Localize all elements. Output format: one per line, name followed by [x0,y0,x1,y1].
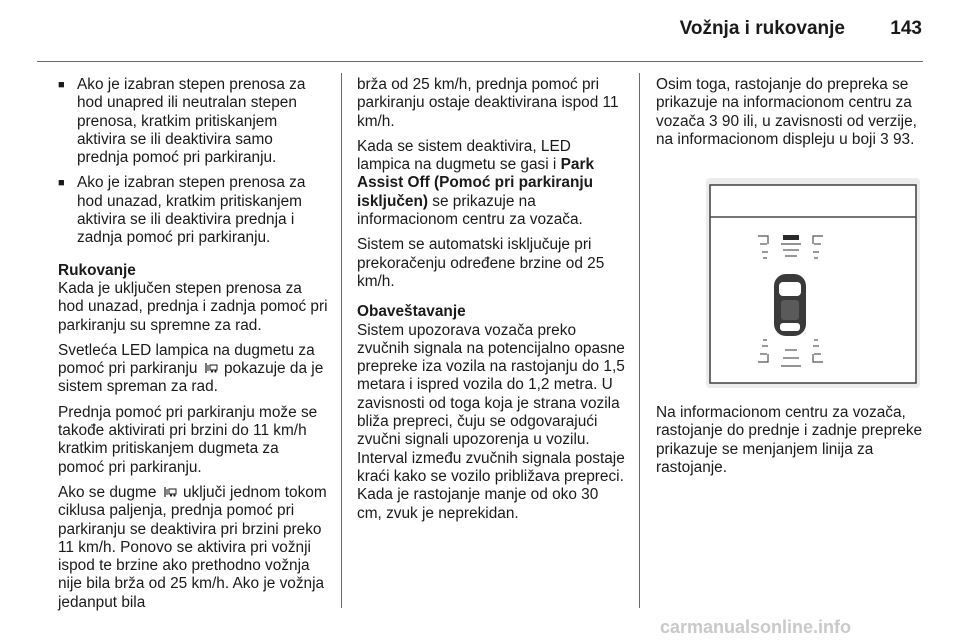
running-header-title: Vožnja i rukovanje [679,18,845,39]
paragraph: Sistem se automatski isključuje pri prekoračenju određene brzine od 25 km/h. [357,236,605,290]
watermark: carmanualsonline.info [660,617,852,637]
paragraph: Prednja pomoć pri parkiranju može se takođe aktivirati pri brzini do 11 km/h kratkim pritiskanjem dugmeta za pomoć pri parkiranju. [58,403,318,476]
page-number: 143 [890,18,922,39]
page-reference-arrow-icon: 3 [880,130,889,148]
section-heading: Obaveštavanje [357,303,466,321]
paragraph-text: uključi jednom tokom ciklusa paljenja, prednja pomoć pri parkiranju se deaktivira pri brzini preko 11 km/h. Ponovo se aktivira pri vožnji ispod te brzine ako prethodno vožnja nije bila brža od 25 km/h. Ako je vožnja jedanput bila [58,483,327,611]
bullet-item [58,174,328,247]
page-reference-arrow-icon: 3 [709,112,718,130]
bullet-marker-icon: ■ [58,177,65,190]
text-column-2 [357,76,627,530]
paragraph [58,342,328,397]
paragraph [357,138,627,229]
page-reference: 90 [721,112,740,130]
paragraph-text: se prikazuje na informacionom centru za vozača. [357,192,583,229]
bullet-text: Ako je izabran stepen prenosa za hod unazad, kratkim pritiskanjem aktivira se ili deaktivira prednja i zadnja pomoć pri parkiranju. [77,174,306,247]
paragraph-text: Ako se dugme [58,483,157,501]
park-assist-icon [163,486,177,498]
column-divider [341,73,342,608]
section-heading: Rukovanje [58,261,136,279]
paragraph [656,76,928,149]
display-message: Park Assist Off (Pomoć pri parkiranju isključen) [357,156,594,210]
text-column-1 [58,76,328,619]
paragraph: Kada je uključen stepen prenosa za hod unazad, prednja i zadnja pomoć pri parkiranju su spremne za rad. [58,279,328,334]
car-top-view-icon [706,178,920,388]
park-assist-icon [204,362,218,374]
header-divider [37,61,923,62]
paragraph [58,484,328,612]
paragraph: Sistem upozorava vozača preko zvučnih signala na potencijalno opasne prepreke iza vozila na rastojanju do 1,5 metara i ispred vozila do 1,2 metra. U zavisnosti od toga koja je strana vozila bliža prepreci, čuju se odgovarajući zvučni signali upozorenja u vozilu. Interval između zvučnih signala postaje kraći kako se vozilo približava prepreci. Kada je rastojanje manje od oko 30 cm, zvuk je neprekidan. [357,321,625,522]
text-column-3 [656,76,928,156]
column-divider [639,73,640,608]
paragraph-text: Svetleća LED lampica na dugmetu za pomoć pri parkiranju [58,341,315,378]
paragraph-text: pokazuje da je sistem spreman za rad. [58,360,324,396]
paragraph: brža od 25 km/h, prednja pomoć pri parkiranju ostaje deaktivirana ispod 11 km/h. [357,76,619,130]
bullet-item [58,76,328,167]
page-reference: 93. [893,130,915,148]
bullet-marker-icon: ■ [58,79,65,91]
text-column-3-lower [656,404,928,484]
paragraph: Na informacionom centru za vozača, rastojanje do prednje i zadnje prepreke prikazuje se menjanjem linija za rastojanje. [656,404,923,476]
bullet-text: Ako je izabran stepen prenosa za hod unapred ili neutralan stepen prenosa, kratkim pritiskanjem aktivira se ili deaktivira samo prednja pomoć pri parkiranju. [77,76,306,167]
paragraph-text: ili, u zavisnosti od verzije, na informacionom displeju u boji [656,112,917,148]
paragraph-text: Kada se sistem deaktivira, LED lampica na dugmetu se gasi i [357,137,571,174]
paragraph-text: Osim toga, rastojanje do prepreka se prikazuje na informacionom centru za vozača [656,76,912,130]
